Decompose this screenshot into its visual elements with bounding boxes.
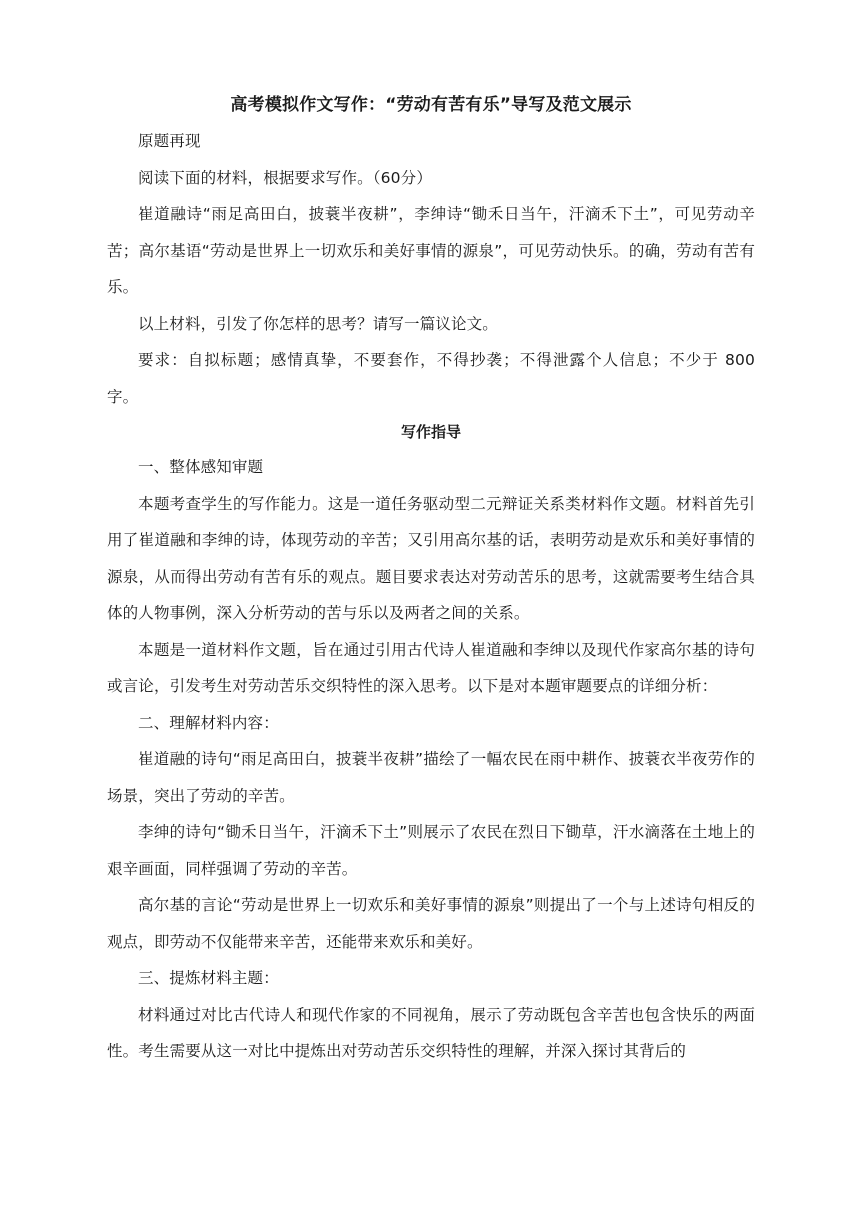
document-title: 高考模拟作文写作：“劳动有苦有乐”导写及范文展示 [230,95,632,115]
paragraph-instruction: 阅读下面的材料，根据要求写作。（60分） [138,168,432,187]
guidance-paragraph: 材料通过对比古代诗人和现代作家的不同视角，展示了劳动既包含辛苦也包含快乐的两面性。考生需要从这一对比中提炼出对劳动苦乐交织特性的理解，并深入探讨其背后的 [107,1005,755,1060]
guidance-paragraph: 本题是一道材料作文题，旨在通过引用古代诗人崔道融和李绅以及现代作家高尔基的诗句或言论，引发考生对劳动苦乐交织特性的深入思考。以下是对本题审题要点的详细分析： [107,640,755,695]
guidance-heading-3: 三、提炼材料主题： [138,969,279,987]
guidance-paragraph: 高尔基的言论“劳动是世界上一切欢乐和美好事情的源泉”则提出了一个与上述诗句相反的观点，即劳动不仅能带来辛苦，还能带来欢乐和美好。 [107,896,755,951]
guidance-heading-2: 二、理解材料内容： [138,713,279,732]
guidance-heading-1: 一、整体感知审题 [138,458,264,476]
guidance-paragraph: 崔道融的诗句“雨足高田白，披蓑半夜耕”描绘了一幅农民在雨中耕作、披蓑衣半夜劳作的场景，突出了劳动的辛苦。 [107,750,755,805]
section-title-writing-guide: 写作指导 [400,423,461,441]
paragraph-original-heading: 原题再现 [138,132,201,150]
document-page [107,88,755,1070]
guidance-paragraph: 本题考查学生的写作能力。这是一道任务驱动型二元辩证关系类材料作文题。材料首先引用了崔道融和李绅的诗，体现劳动的辛苦；又引用高尔基的话，表明劳动是欢乐和美好事情的源泉，从而得出劳动有苦有乐的观点。题目要求表达对劳动苦乐的思考，这就需要考生结合具体的人物事例，深入分析劳动的苦与乐以及两者之间的关系。 [107,494,755,622]
paragraph-question: 以上材料，引发了你怎样的思考？请写一篇议论文。 [138,314,498,333]
paragraph-material: 崔道融诗“雨足高田白，披蓑半夜耕”，李绅诗“锄禾日当午，汗滴禾下土”，可见劳动辛苦；高尔基语“劳动是世界上一切欢乐和美好事情的源泉”，可见劳动快乐。的确，劳动有苦有乐。 [107,205,755,296]
paragraph-requirements: 要求：自拟标题；感情真挚，不要套作，不得抄袭；不得泄露个人信息；不少于 800 字。 [107,351,755,406]
guidance-paragraph: 李绅的诗句“锄禾日当午，汗滴禾下土”则展示了农民在烈日下锄草，汗水滴落在土地上的艰辛画面，同样强调了劳动的辛苦。 [107,823,755,878]
